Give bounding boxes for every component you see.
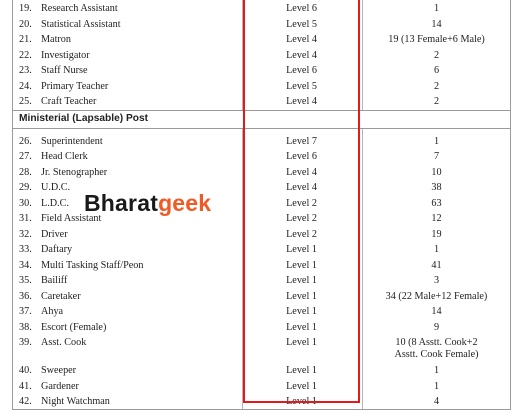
pay-level: Level 4 (286, 166, 317, 178)
row-number: 36. (19, 290, 32, 302)
pay-level: Level 5 (286, 80, 317, 92)
pay-level: Level 1 (286, 259, 317, 271)
row-number: 31. (19, 213, 32, 224)
post-name: Staff Nurse (41, 65, 88, 76)
row-number: 21. (19, 34, 32, 45)
row-number: 30. (19, 197, 32, 209)
row-number: 27. (19, 151, 32, 162)
watermark-part2: geek (158, 190, 212, 216)
pay-level: Level 2 (286, 228, 317, 240)
section-title: Ministerial (Lapsable) Post (19, 112, 149, 124)
row-number: 23. (19, 65, 32, 76)
post-name: Asst. Cook (41, 337, 87, 348)
row-number: 26. (19, 135, 32, 147)
post-name: Matron (41, 34, 71, 45)
row-number: 22. (19, 49, 32, 61)
post-name: Research Assistant (41, 3, 118, 14)
pay-level: Level 1 (286, 306, 317, 317)
pay-level: Level 4 (286, 34, 317, 45)
post-name: Sweeper (41, 365, 77, 376)
row-number: 29. (19, 182, 32, 193)
post-name: Field Assistant (41, 213, 102, 224)
post-name: Bailiff (41, 275, 68, 286)
post-count: 38 (431, 182, 442, 193)
row-number: 38. (19, 321, 32, 333)
post-name: U.D.C. (41, 182, 71, 193)
post-count: 4 (433, 396, 440, 407)
row-number: 24. (19, 80, 32, 92)
post-name: Driver (41, 228, 68, 240)
pay-level: Level 1 (286, 380, 317, 392)
row-number: 34. (19, 259, 32, 271)
post-count-continued: Asstt. Cook Female) (394, 349, 479, 360)
pay-level: Level 1 (286, 337, 317, 348)
post-count: 19 (13 Female+6 Male) (388, 34, 485, 45)
row-number: 40. (19, 365, 32, 376)
pay-level: Level 1 (286, 321, 317, 333)
post-name: Night Watchman (41, 396, 110, 407)
post-count: 1 (433, 3, 440, 14)
post-name: Daftary (41, 244, 73, 255)
post-count: 3 (433, 275, 440, 286)
post-count: 1 (433, 135, 440, 147)
post-name: Gardener (41, 380, 79, 392)
post-count: 2 (433, 80, 440, 92)
pay-level: Level 4 (286, 49, 317, 61)
post-name: Escort (Female) (41, 321, 107, 333)
level-column-highlight (243, 0, 360, 403)
row-number: 39. (19, 337, 32, 348)
post-count: 12 (431, 213, 442, 224)
pay-level: Level 5 (286, 18, 317, 30)
row-number: 32. (19, 228, 32, 240)
post-count: 10 (431, 166, 442, 178)
watermark-part1: Bharat (84, 190, 159, 216)
post-name: L.D.C. (41, 197, 70, 209)
row-number: 41. (19, 380, 32, 392)
post-name: Caretaker (41, 290, 81, 302)
pay-level: Level 4 (286, 182, 317, 193)
pay-level: Level 4 (286, 96, 317, 107)
post-name: Craft Teacher (41, 96, 97, 107)
post-name: Ahya (41, 306, 64, 317)
post-name: Jr. Stenographer (41, 166, 108, 178)
post-count: 14 (431, 18, 442, 30)
post-count: 1 (433, 380, 440, 392)
row-number: 25. (19, 96, 32, 107)
post-name: Head Clerk (41, 151, 88, 162)
post-count: 6 (433, 65, 440, 76)
post-count: 14 (431, 306, 442, 317)
post-count: 19 (431, 228, 442, 240)
post-name: Multi Tasking Staff/Peon (41, 259, 144, 271)
post-name: Primary Teacher (41, 80, 109, 92)
row-number: 33. (19, 244, 32, 255)
post-name: Superintendent (41, 135, 103, 147)
pay-level: Level 6 (286, 3, 317, 14)
pay-level: Level 1 (286, 396, 317, 407)
pay-level: Level 6 (286, 65, 317, 76)
row-number: 42. (19, 396, 32, 407)
pay-level: Level 6 (286, 151, 317, 162)
bharatgeek-watermark (84, 190, 211, 216)
row-number: 35. (19, 275, 32, 286)
pay-level: Level 2 (286, 213, 317, 224)
row-number: 37. (19, 306, 32, 317)
post-count: 7 (433, 151, 440, 162)
post-count: 34 (22 Male+12 Female) (385, 290, 488, 302)
post-count: 41 (431, 259, 442, 271)
pay-level: Level 1 (286, 290, 317, 302)
row-number: 28. (19, 166, 32, 178)
pay-level: Level 7 (286, 135, 317, 147)
pay-level: Level 2 (286, 197, 317, 209)
post-count: 1 (433, 365, 440, 376)
row-number: 19. (19, 3, 32, 14)
pay-level: Level 1 (286, 365, 317, 376)
post-count: 2 (433, 96, 440, 107)
pay-level: Level 1 (286, 275, 317, 286)
post-count: 63 (431, 197, 442, 209)
row-number: 20. (19, 18, 32, 30)
post-count: 9 (433, 321, 440, 333)
post-count: 10 (8 Asstt. Cook+2 (395, 337, 478, 348)
post-count: 1 (433, 244, 440, 255)
post-count: 2 (433, 49, 440, 61)
pay-level: Level 1 (286, 244, 317, 255)
post-name: Statistical Assistant (41, 18, 121, 30)
post-name: Investigator (41, 49, 90, 61)
